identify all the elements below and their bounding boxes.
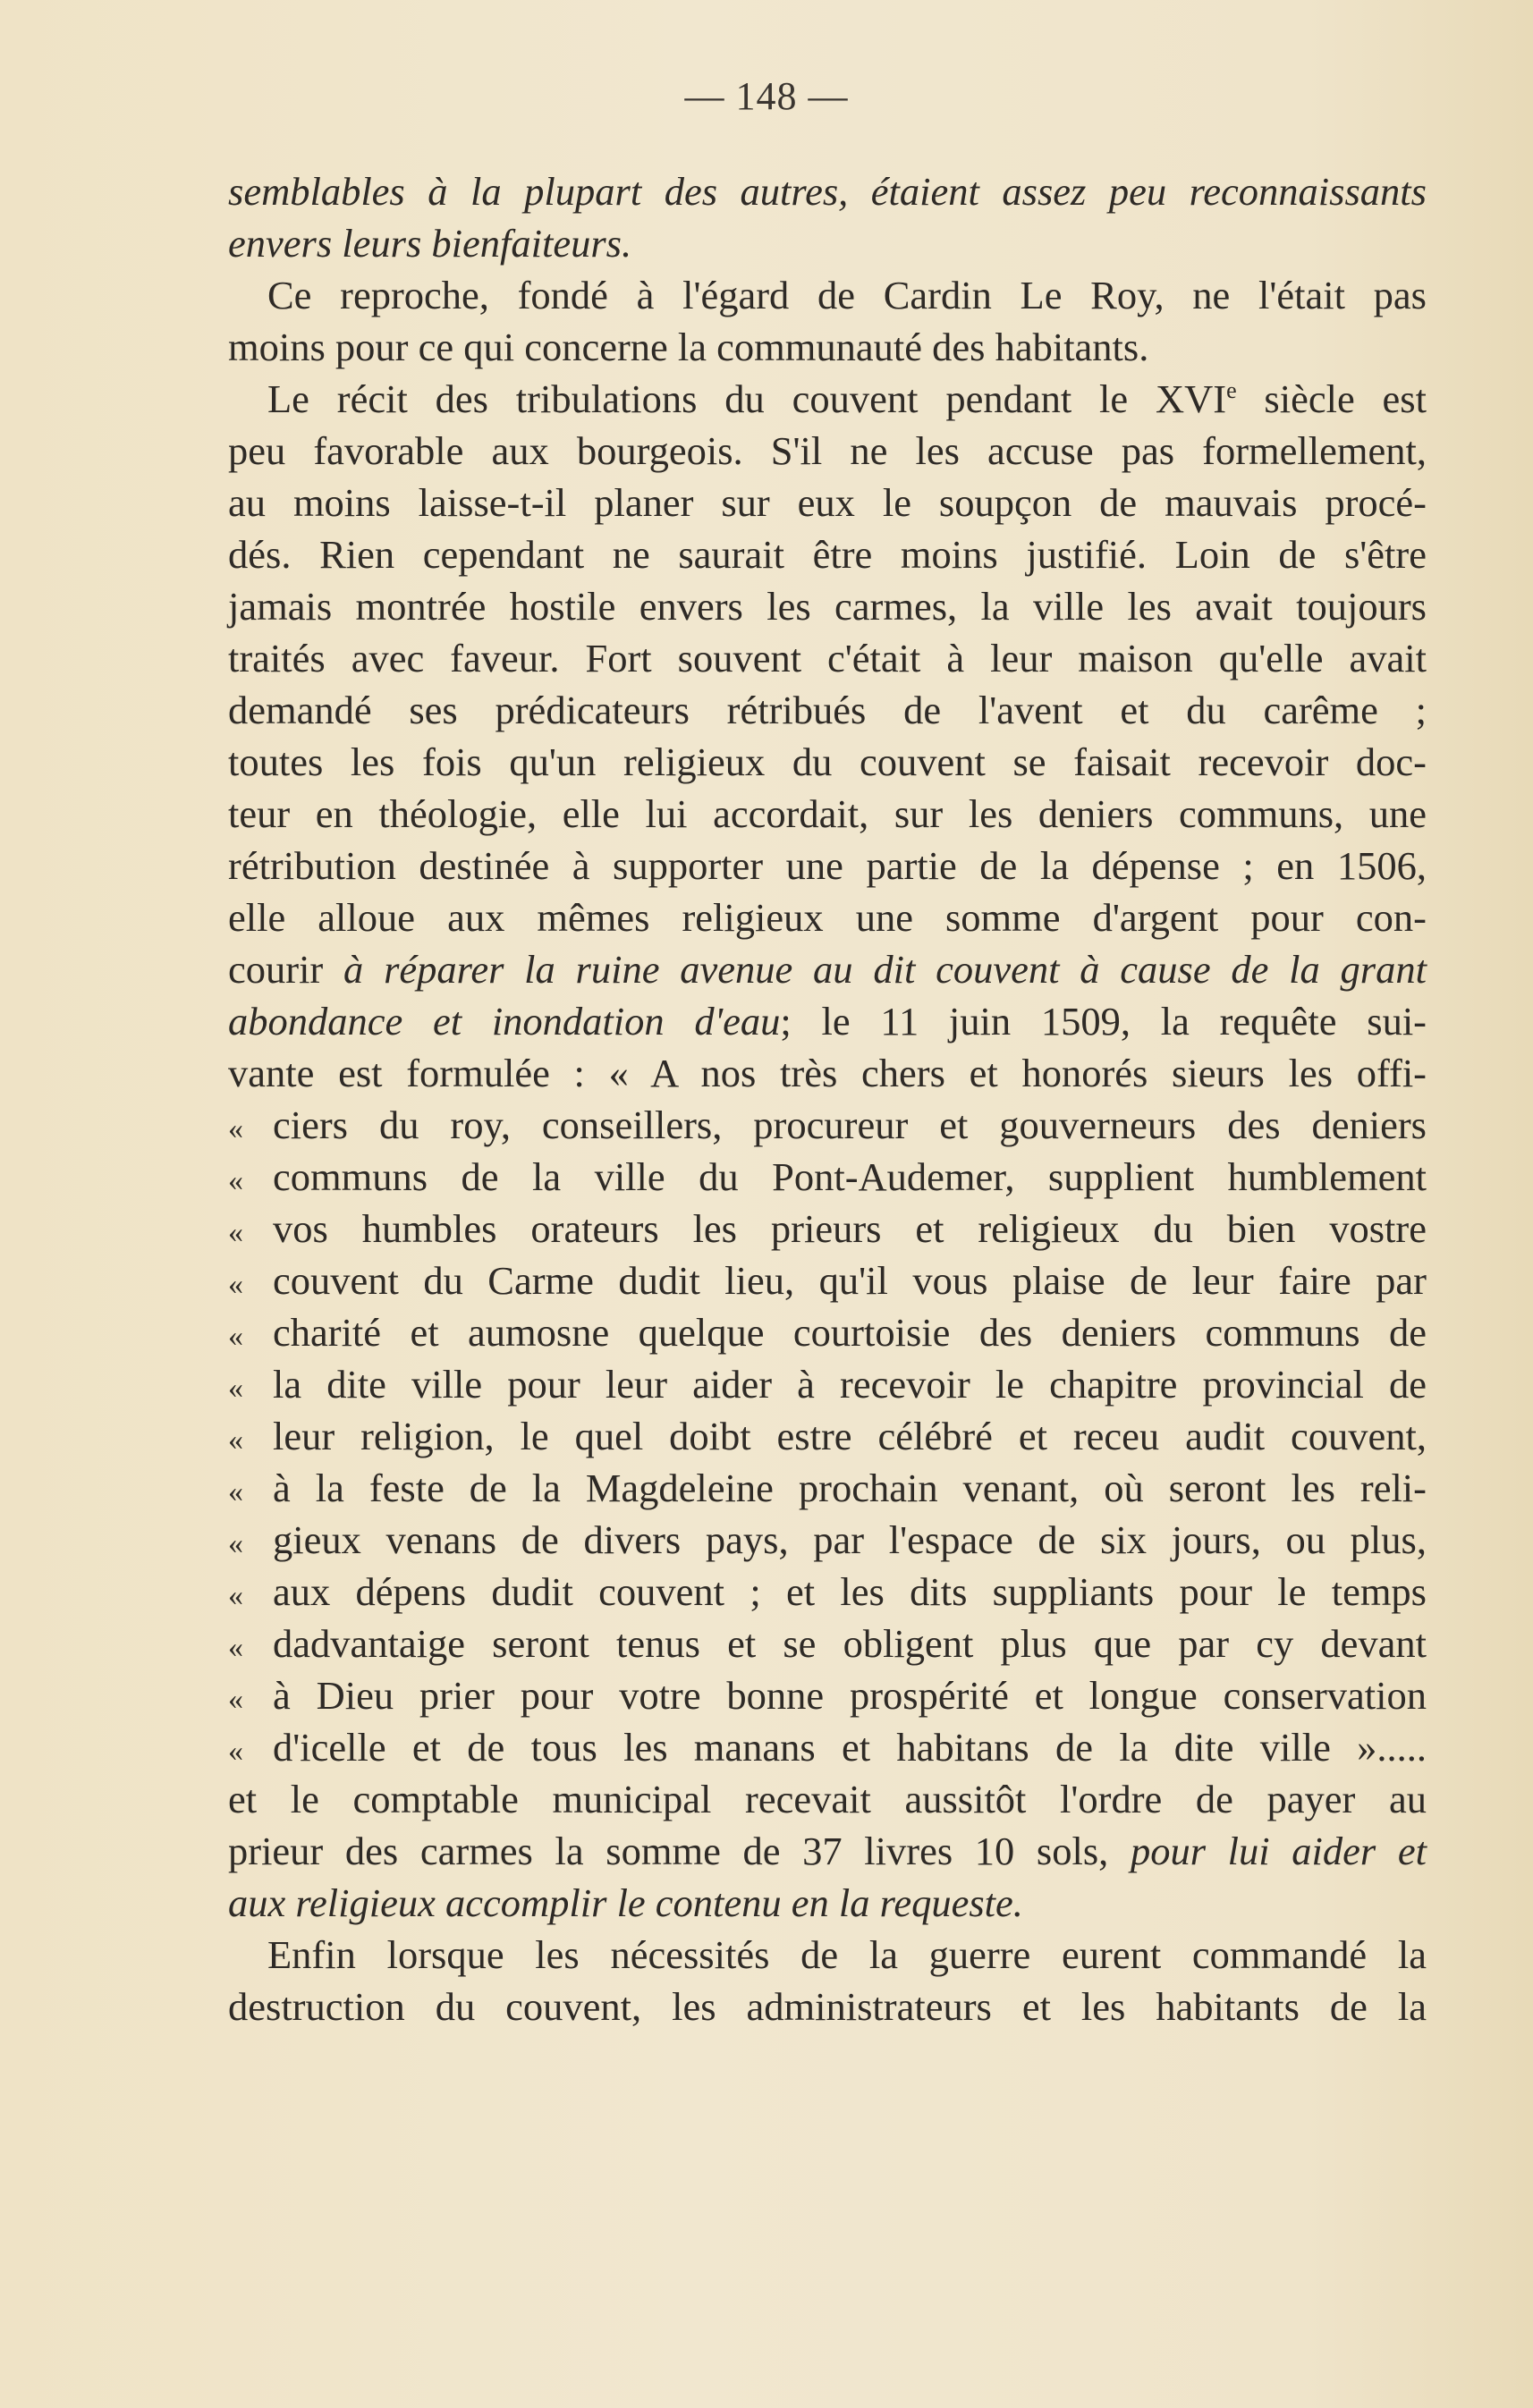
quoted-line-4	[228, 1255, 1427, 1306]
text-span: la dite ville pour leur aider à recevoir le chapitre provincial de	[273, 1362, 1427, 1407]
guillemet: «	[228, 1268, 243, 1301]
body-text	[228, 165, 1427, 2032]
text-line-1	[228, 165, 1427, 217]
text-span: d'icelle et de tous les manans et habitans de la dite ville ».....	[273, 1725, 1427, 1770]
italic-span: envers leurs bienfaiteurs.	[228, 221, 632, 266]
quoted-line-8	[228, 1462, 1427, 1514]
quoted-line-11	[228, 1618, 1427, 1669]
guillemet: «	[228, 1112, 243, 1145]
italic-span: abondance et inondation d'eau	[228, 999, 781, 1043]
quoted-line-5	[228, 1306, 1427, 1358]
guillemet: «	[228, 1320, 243, 1353]
guillemet: «	[228, 1372, 243, 1405]
text-span: vos humbles orateurs les prieurs et religieux du bien vostre	[273, 1206, 1427, 1251]
text-span: siècle est	[1236, 376, 1427, 421]
italic-span: à réparer la ruine avenue au dit couvent à cause de la grant	[343, 947, 1427, 992]
text-span: leur religion, le quel doibt estre célébré et receu audit couvent,	[273, 1414, 1427, 1458]
page-number: — 148 —	[684, 74, 849, 118]
text-span: communs de la ville du Pont-Audemer, supplient humblement	[273, 1154, 1427, 1199]
quoted-line-3	[228, 1203, 1427, 1255]
text-line-11: demandé ses prédicateurs rétribués de l'avent et du carême ;	[228, 688, 1427, 732]
text-line-36: destruction du couvent, les administrateurs et les habitants de la	[228, 1984, 1427, 2029]
superscript: e	[1226, 377, 1237, 403]
guillemet: «	[228, 1735, 243, 1768]
guillemet: «	[228, 1527, 243, 1560]
text-span: gieux venans de divers pays, par l'espace de six jours, ou plus,	[273, 1517, 1427, 1562]
guillemet: «	[228, 1424, 243, 1457]
text-line-5	[228, 373, 1427, 425]
text-span: charité et aumosne quelque courtoisie des deniers communs de	[273, 1310, 1427, 1355]
italic-span: aux religieux accomplir le contenu en la requeste.	[228, 1880, 1023, 1925]
text-span: prieur des carmes la somme de 37 livres 10 sols,	[228, 1829, 1131, 1873]
text-span: ; le 11 juin 1509, la requête sui-	[780, 999, 1427, 1043]
text-line-15: elle alloue aux mêmes religieux une somme d'argent pour con-	[228, 895, 1427, 940]
text-line-9: jamais montrée hostile envers les carmes, la ville les avait toujours	[228, 584, 1427, 629]
quoted-line-6	[228, 1358, 1427, 1410]
quoted-line-2	[228, 1151, 1427, 1203]
text-line-32: et le comptable municipal recevait aussitôt l'ordre de payer au	[228, 1777, 1427, 1821]
quoted-line-10	[228, 1566, 1427, 1618]
text-line-34	[228, 1877, 1427, 1929]
italic-span: pour lui aider et	[1130, 1829, 1427, 1873]
guillemet: «	[228, 1164, 243, 1197]
text-line-6: peu favorable aux bourgeois. S'il ne les accuse pas formellement,	[228, 428, 1427, 473]
text-span: à Dieu prier pour votre bonne prospérité et longue conservation	[273, 1673, 1427, 1718]
quoted-line-9	[228, 1514, 1427, 1566]
quoted-line-13	[228, 1721, 1427, 1773]
guillemet: «	[228, 1216, 243, 1249]
text-line-4: moins pour ce qui concerne la communauté des habitants.	[228, 325, 1149, 369]
text-line-18: vante est formulée : « A nos très chers et honorés sieurs les offi-	[228, 1051, 1427, 1095]
text-line-3: Ce reproche, fondé à l'égard de Cardin Le Roy, ne l'était pas	[267, 273, 1427, 317]
text-line-7: au moins laisse-t-il planer sur eux le soupçon de mauvais procé-	[228, 480, 1427, 525]
text-span: Le récit des tribulations du couvent pendant le XVI	[267, 376, 1227, 421]
text-span: ciers du roy, conseillers, procureur et gouverneurs des deniers	[273, 1103, 1427, 1147]
quoted-line-7	[228, 1410, 1427, 1462]
text-line-14: rétribution destinée à supporter une partie de la dépense ; en 1506,	[228, 843, 1427, 888]
text-line-2	[228, 217, 1427, 269]
text-line-8: dés. Rien cependant ne saurait être moins justifié. Loin de s'être	[228, 532, 1427, 577]
text-span: aux dépens dudit couvent ; et les dits suppliants pour le temps	[273, 1569, 1427, 1614]
guillemet: «	[228, 1631, 243, 1664]
guillemet: «	[228, 1683, 243, 1716]
text-span: couvent du Carme dudit lieu, qu'il vous plaise de leur faire par	[273, 1258, 1427, 1303]
text-line-33	[228, 1825, 1427, 1877]
text-line-35: Enfin lorsque les nécessités de la guerre eurent commandé la	[267, 1932, 1427, 1977]
text-span: courir	[228, 947, 344, 992]
text-span: dadvantaige seront tenus et se obligent plus que par cy devant	[273, 1621, 1427, 1666]
quoted-line-12	[228, 1669, 1427, 1721]
quoted-line-1	[228, 1099, 1427, 1151]
italic-span: semblables à la plupart des autres, étaient assez peu reconnaissants	[228, 169, 1427, 214]
text-line-10: traités avec faveur. Fort souvent c'était à leur maison qu'elle avait	[228, 636, 1427, 680]
guillemet: «	[228, 1475, 243, 1508]
text-line-16	[228, 943, 1427, 995]
text-line-12: toutes les fois qu'un religieux du couvent se faisait recevoir doc-	[228, 739, 1427, 784]
text-line-13: teur en théologie, elle lui accordait, sur les deniers communs, une	[228, 791, 1427, 836]
text-span: à la feste de la Magdeleine prochain venant, où seront les reli-	[273, 1466, 1427, 1510]
guillemet: «	[228, 1579, 243, 1612]
text-line-17	[228, 995, 1427, 1047]
